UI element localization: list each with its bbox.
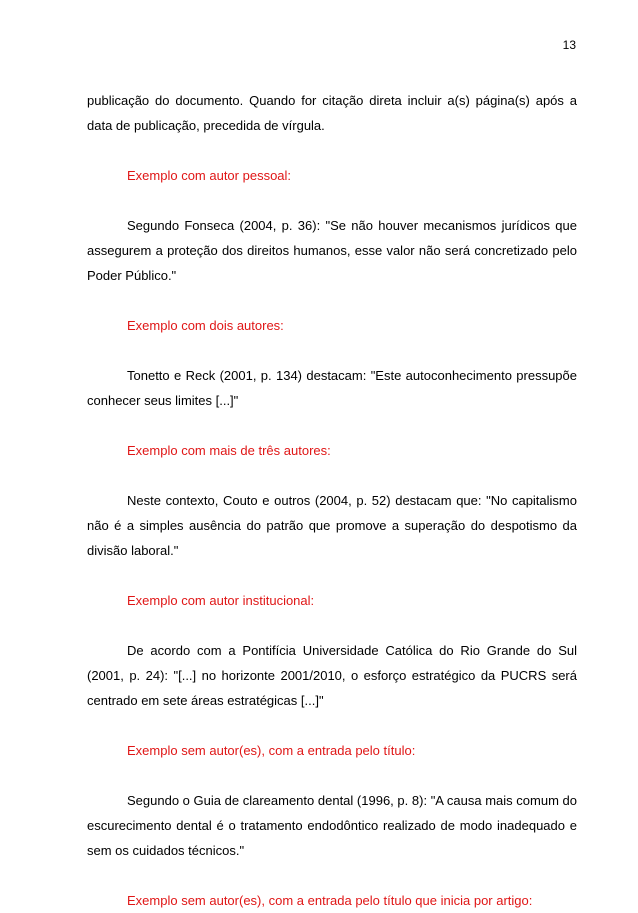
example-heading-title-entry: Exemplo sem autor(es), com a entrada pelo título: (127, 743, 416, 758)
example-heading-personal-author: Exemplo com autor pessoal: (127, 168, 292, 183)
citation-paragraph-pucrs: De acordo com a Pontifícia Universidade Católica do Rio Grande do Sul (2001, p. 24): "[...] no horizonte 2001/2010, o esforço estratégico da PUCRS será centrado em sete áreas estratégicas [...]" (87, 643, 577, 708)
example-heading-two-authors: Exemplo com dois autores: (127, 318, 284, 333)
example-heading-institutional-author: Exemplo com autor institucional: (127, 593, 315, 608)
citation-paragraph-tonetto: Tonetto e Reck (2001, p. 134) destacam: "Este autoconhecimento pressupõe conhecer seus limites [...]" (87, 368, 577, 408)
citation-paragraph-guia: Segundo o Guia de clareamento dental (1996, p. 8): "A causa mais comum do escurecimento dental é o tratamento endodôntico realizado de modo inadequado e sem os cuidados técnicos." (87, 793, 577, 858)
citation-paragraph-fonseca: Segundo Fonseca (2004, p. 36): "Se não houver mecanismos jurídicos que assegurem a proteção dos direitos humanos, esse valor não será concretizado pelo Poder Público." (87, 218, 577, 283)
citation-paragraph-couto: Neste contexto, Couto e outros (2004, p. 52) destacam que: "No capitalismo não é a simples ausência do patrão que promove a superação do despotismo da divisão laboral." (87, 493, 577, 558)
page-number: 13 (562, 38, 576, 52)
body-paragraph: publicação do documento. Quando for citação direta incluir a(s) página(s) após a data de publicação, precedida de vírgula. (87, 93, 577, 133)
example-heading-three-plus-authors: Exemplo com mais de três autores: (127, 443, 331, 458)
page-content (87, 88, 577, 913)
example-heading-title-article-entry: Exemplo sem autor(es), com a entrada pelo título que inicia por artigo: (127, 893, 533, 908)
